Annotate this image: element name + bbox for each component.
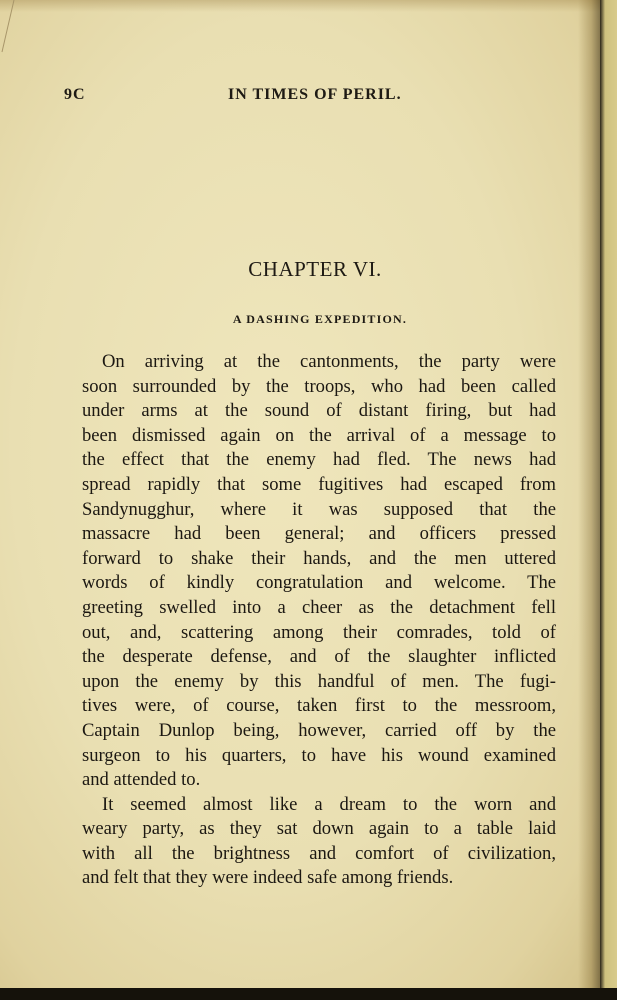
text-line: Sandynugghur, where it was supposed that the <box>82 498 556 520</box>
text-line: On arriving at the cantonments, the party were <box>102 351 556 372</box>
text-line: the desperate defense, and of the slaughter inflicted <box>82 646 556 668</box>
text-line: weary party, as they sat down again to a table laid <box>82 818 556 840</box>
text-line: been dismissed again on the arrival of a message to <box>82 424 556 446</box>
text-line: with all the brightness and comfort of civilization, <box>82 842 556 864</box>
text-line: massacre had been general; and officers pressed <box>82 523 556 545</box>
chapter-subtitle: A DASHING EXPEDITION. <box>232 312 408 326</box>
text-line: the effect that the enemy had fled. The news had <box>82 449 556 471</box>
page-top-stain <box>0 0 600 12</box>
text-line: and felt that they were indeed safe among friends. <box>82 867 454 889</box>
chapter-title: CHAPTER VI. <box>248 257 382 281</box>
next-page-edge <box>600 0 617 1000</box>
text-line: Captain Dunlop being, however, carried off by the <box>82 719 556 741</box>
text-line: tives were, of course, taken first to the messroom, <box>82 695 556 717</box>
text-line: forward to shake their hands, and the men uttered <box>82 547 556 569</box>
text-line: and attended to. <box>82 769 201 791</box>
text-line: upon the enemy by this handful of men. The fugi- <box>82 670 556 692</box>
page-number: 9C <box>64 86 86 103</box>
text-line: surgeon to his quarters, to have his wound examined <box>82 744 556 766</box>
text-line: out, and, scattering among their comrades, told of <box>82 621 556 643</box>
running-head <box>0 86 600 110</box>
text-line: soon surrounded by the troops, who had been called <box>82 375 556 397</box>
text-line: greeting swelled into a cheer as the detachment fell <box>82 596 556 618</box>
book-bottom-edge <box>0 988 617 1000</box>
text-line: under arms at the sound of distant firing, but had <box>82 400 556 422</box>
text-line: It seemed almost like a dream to the worn and <box>102 793 556 815</box>
corner-crease-mark <box>0 0 40 60</box>
text-line: words of kindly congratulation and welcome. The <box>82 572 556 594</box>
gutter-shadow <box>578 0 600 988</box>
running-title: IN TIMES OF PERIL. <box>228 86 402 103</box>
text-line: spread rapidly that some fugitives had escaped from <box>82 473 556 495</box>
body-text <box>82 350 556 891</box>
